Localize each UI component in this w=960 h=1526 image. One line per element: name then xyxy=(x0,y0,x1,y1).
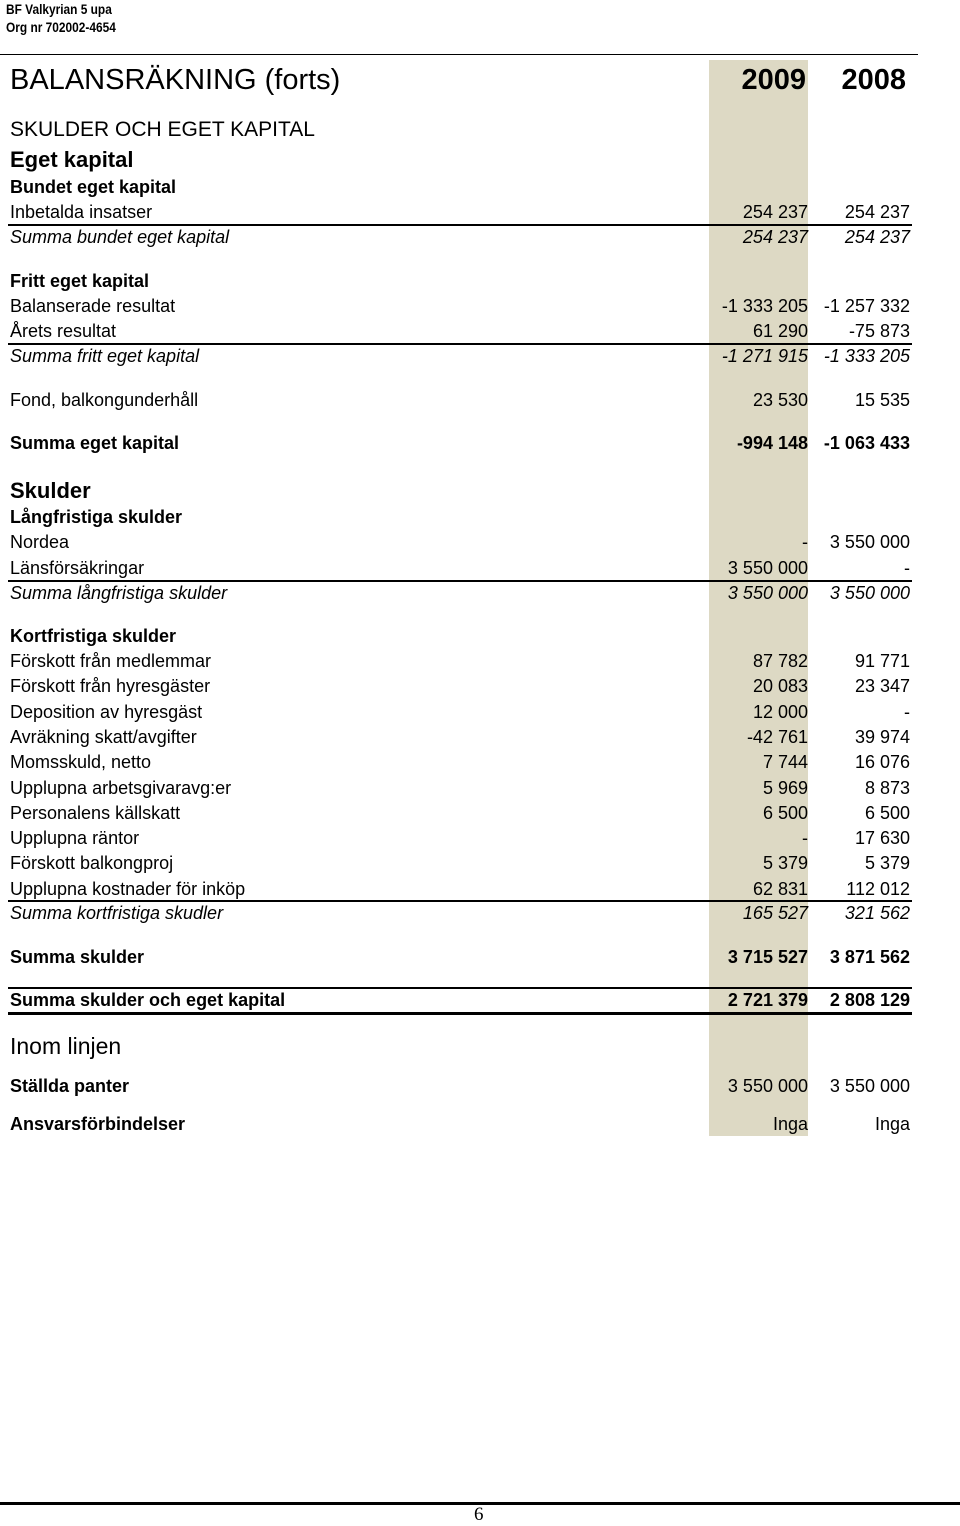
org-number: Org nr 702002-4654 xyxy=(6,19,116,35)
section-eget-kapital: Eget kapital xyxy=(10,147,134,172)
document-header xyxy=(6,0,135,36)
list-item: Förskott balkongproj 5 379 5 379 xyxy=(10,853,910,873)
row-fond-balkong: Fond, balkongunderhåll 23 530 15 535 xyxy=(10,390,910,410)
year-2009-header: 2009 xyxy=(741,64,806,96)
list-item: Personalens källskatt 6 500 6 500 xyxy=(10,803,910,823)
row-balanserade-resultat: Balanserade resultat -1 333 205 -1 257 332 xyxy=(10,296,910,316)
header-divider xyxy=(0,54,918,55)
subheading-kortfristiga: Kortfristiga skulder xyxy=(10,626,177,646)
list-item: Upplupna kostnader för inköp 62 831 112 012 xyxy=(10,879,910,899)
total-divider-bottom xyxy=(8,1012,912,1015)
row-summa-kortfristiga: Summa kortfristiga skudler 165 527 321 562 xyxy=(10,903,910,923)
subheading-langfristiga: Långfristiga skulder xyxy=(10,507,183,527)
row-nordea: Nordea - 3 550 000 xyxy=(10,532,910,552)
list-item: Upplupna räntor - 17 630 xyxy=(10,828,910,848)
row-summa-fritt: Summa fritt eget kapital -1 271 915 -1 333 205 xyxy=(10,346,910,366)
page-title: BALANSRÄKNING (forts) xyxy=(10,64,341,96)
list-item: Upplupna arbetsgivaravg:er 5 969 8 873 xyxy=(10,778,910,798)
row-arets-resultat: Årets resultat 61 290 -75 873 xyxy=(10,321,910,341)
row-summa-skulder: Summa skulder 3 715 527 3 871 562 xyxy=(10,947,910,967)
list-item: Förskott från medlemmar 87 782 91 771 xyxy=(10,651,910,671)
row-lansforsakringar: Länsförsäkringar 3 550 000 - xyxy=(10,558,910,578)
row-ansvarsforbindelser: Ansvarsförbindelser Inga Inga xyxy=(10,1114,910,1134)
row-summa-bundet: Summa bundet eget kapital 254 237 254 237 xyxy=(10,227,910,247)
section-skulder-eget-kapital: SKULDER OCH EGET KAPITAL xyxy=(10,118,315,141)
row-summa-eget-kapital: Summa eget kapital -994 148 -1 063 433 xyxy=(10,433,910,453)
row-summa-skulder-eget-kapital: Summa skulder och eget kapital 2 721 379 2 808 129 xyxy=(10,990,910,1010)
page-number: 6 xyxy=(474,1504,484,1525)
page-title-row xyxy=(10,63,910,97)
list-item: Momsskuld, netto 7 744 16 076 xyxy=(10,752,910,772)
subheading-fritt: Fritt eget kapital xyxy=(10,271,150,291)
row-inbetalda-insatser: Inbetalda insatser 254 237 254 237 xyxy=(10,202,910,222)
list-item: Deposition av hyresgäst 12 000 - xyxy=(10,702,910,722)
list-item: Avräkning skatt/avgifter -42 761 39 974 xyxy=(10,727,910,747)
row-stallda-panter: Ställda panter 3 550 000 3 550 000 xyxy=(10,1076,910,1096)
section-inom-linjen: Inom linjen xyxy=(10,1033,122,1059)
association-name: BF Valkyrian 5 upa xyxy=(6,1,112,17)
section-skulder: Skulder xyxy=(10,478,91,503)
year-2008-header: 2008 xyxy=(841,64,906,96)
subheading-bundet: Bundet eget kapital xyxy=(10,177,177,197)
row-summa-langfristiga: Summa långfristiga skulder 3 550 000 3 550 000 xyxy=(10,583,910,603)
list-item: Förskott från hyresgäster 20 083 23 347 xyxy=(10,676,910,696)
